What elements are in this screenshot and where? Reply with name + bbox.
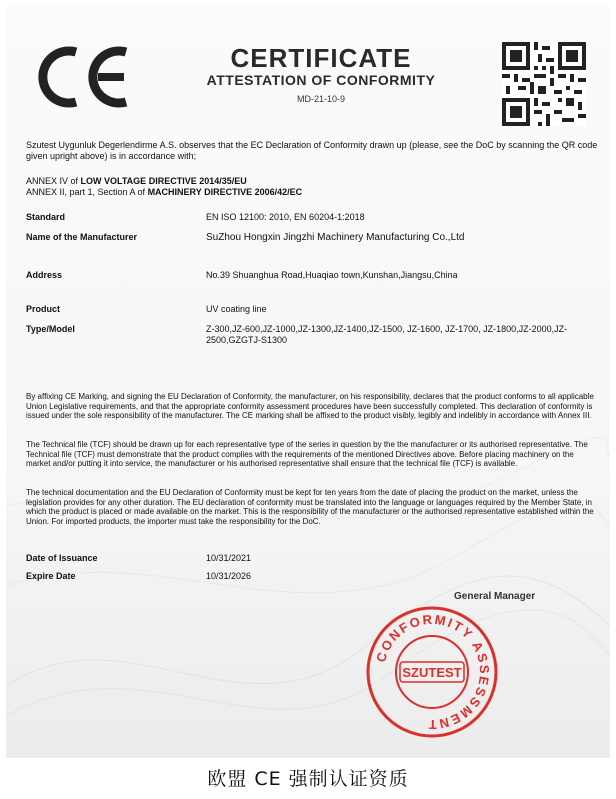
technical-file-paragraph: The Technical file (TCF) should be drawn up for each representative type of the series in question by the the manufacturer or its authorised representative. The Technical file (TCF) must demonstrate that the product complies with the requirements of the mentioned Directives above. Before placing machinery on the market and/or putting it into service, the manufacturer or his authorised representative shall ensure that the technical file (TCF) is available. [26,440,588,468]
certificate-number: MD-21-10-9 [296,94,345,104]
standard-value: EN ISO 12100: 2010, EN 60204-1:2018 [206,212,365,222]
stamp-ring-text: CONFORMITY ASSESSMENT [373,611,493,733]
product-label: Product [26,304,61,314]
certificate-subtitle: ATTESTATION OF CONFORMITY [206,72,436,88]
annex-line-1-prefix: ANNEX IV of [26,176,81,186]
annex-line-2-prefix: ANNEX II, part 1, Section A of [26,187,148,197]
certificate-sheet [6,6,610,758]
address-value: No.39 Shuanghua Road,Huaqiao town,Kunshan,Jiangsu,China [206,270,458,280]
signatory-role: General Manager [454,591,536,602]
annex-line-2-directive: MACHINERY DIRECTIVE 2006/42/EC [147,187,303,197]
issuance-value: 10/31/2021 [206,553,252,563]
ce-mark-logo [32,42,132,112]
manufacturer-value: SuZhou Hongxin Jingzhi Machinery Manufacturing Co.,Ltd [206,232,465,243]
qr-code-icon[interactable] [502,42,586,126]
certificate-title: CERTIFICATE [230,43,412,73]
model-value: Z-300,JZ-600,JZ-1000,JZ-1300,JZ-1400,JZ-1500, JZ-1600, JZ-1700, JZ-1800,JZ-2000,JZ-2500,GZGTJ-S1300 [206,324,568,345]
szutest-stamp [364,604,500,740]
standard-label: Standard [26,212,66,222]
intro-statement: Szutest Uygunluk Degerlendirme A.S. observes that the EC Declaration of Conformity drawn up (please, see the DoC by scanning the QR code given upright above) is in accordance with; [26,140,598,161]
image-caption: 欧盟 CE 强制认证资质 [207,768,409,790]
ce-marking-paragraph: By affixing CE Marking, and signing the EU Declaration of Conformity, the manufacturer, on his responsibility, declares that the product conforms to all applicable Union Legislative requirements, and that the appropriate conformity assessment procedures have been successfully completed. This declaration of conformity is issued under the sole responsibility of the manufacturer. The CE marking shall be affixed to the product visibly, legibly and indelibly in accordance with Annex III. [26,392,594,420]
manufacturer-label: Name of the Manufacturer [26,232,138,242]
annex-line-1-directive: LOW VOLTAGE DIRECTIVE 2014/35/EU [80,176,247,186]
annex-references [26,176,598,198]
certificate-title-block [156,44,486,104]
annex-line-2 [26,187,598,198]
address-label: Address [26,270,63,280]
expire-label: Expire Date [26,571,76,581]
issuance-label: Date of Issuance [26,553,98,563]
stamp-center-text: SZUTEST [402,665,462,680]
annex-line-1 [26,176,598,187]
product-value: UV coating line [206,304,267,314]
documentation-paragraph: The technical documentation and the EU Declaration of Conformity must be kept for ten years from the date of placing the product on the market, unless the legislation provides for any other duration. The EU declaration of conformity must be translated into the language or languages required by the Member State, in which the product is placed or made available on the market. This is the responsibility of the manufacturer or the authorised representative established within the Union. For imported products, the importer must take the responsibility for the DoC. [26,488,594,526]
model-label: Type/Model [26,324,75,334]
expire-value: 10/31/2026 [206,571,252,581]
